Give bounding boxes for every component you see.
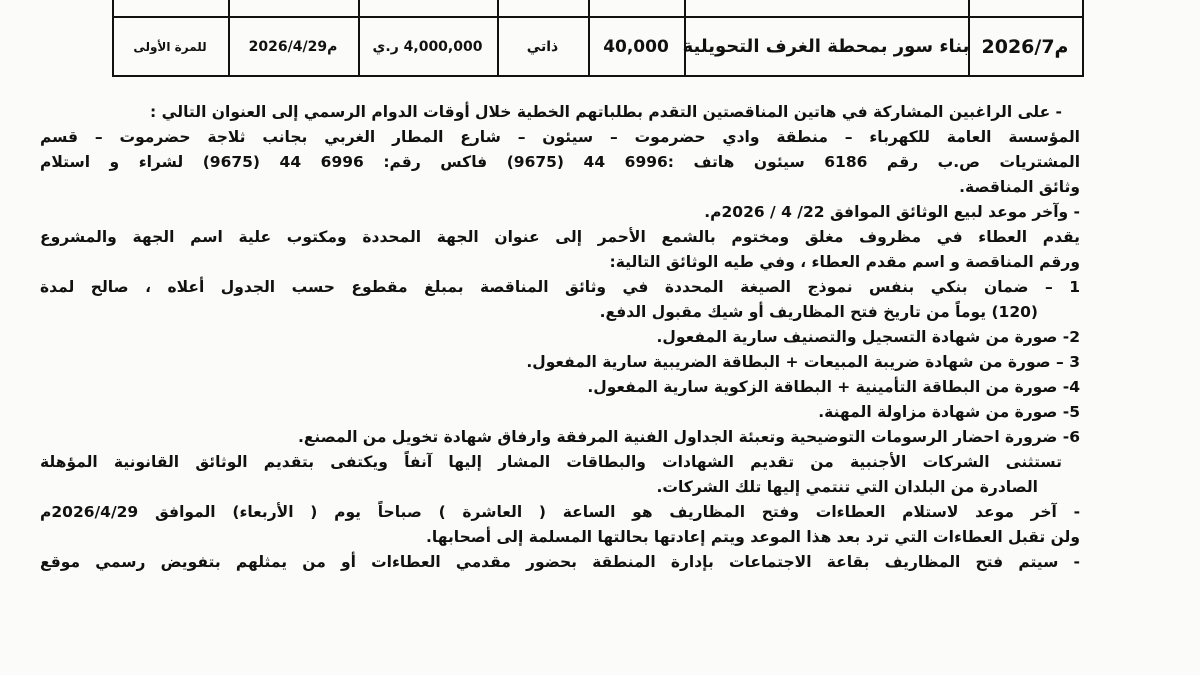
requirement-6: 6- ضرورة احضار الرسومات التوضيحية وتعبئة الجداول الفنية المرفقة وارفاق شهادة تخويل من المصنع. [297, 428, 1080, 446]
foreign-companies-line: تستثنى الشركات الأجنبية من تقديم الشهادات والبطاقات المشار إليها آنفاً ويكتفى بتقديم الوثائق القانونية المؤهلة [40, 453, 1062, 471]
contact-line: المشتريات ص.ب رقم 6186 سيئون هاتف :6996 44 (9675) فاكس رقم: 6996 44 (9675) لشراء و استلام [40, 153, 1081, 171]
participation-line: - على الراغبين المشاركة في هاتين المناقصتين التقدم بطلباتهم الخطية خلال أوقات الدوام الرسمي إلى العنوان التالي : [150, 103, 1062, 121]
foreign-companies-cont: الصادرة من البلدان التي تنتمي إليها تلك الشركات. [656, 478, 1038, 496]
submission-line: يقدم العطاء في مظروف مغلق ومختوم بالشمع الأحمر إلى عنوان الجهة المحددة ومكتوب علية اسم الجهة والمشروع [40, 228, 1080, 246]
address-line: المؤسسة العامة للكهرباء – منطقة وادي حضرموت – سيئون – شارع المطار الغربي بجانب ثلاجة حضرموت – قسم [40, 128, 1080, 146]
sale-deadline-line: - وآخر موعد لبيع الوثائق الموافق 22/ 4 / 2026م. [704, 203, 1080, 221]
requirement-3: 3 – صورة من شهادة ضريبة المبيعات + البطاقة الضريبية سارية المفعول. [526, 353, 1080, 371]
requirement-2: 2- صورة من شهادة التسجيل والتصنيف سارية المفعول. [656, 328, 1080, 346]
requirement-1-cont: (120) يوماً من تاريخ فتح المظاريف أو شيك مقبول الدفع. [599, 303, 1038, 321]
documents-line: وثائق المناقصة. [959, 178, 1080, 196]
late-bids-line: ولن تقبل العطاءات التي ترد بعد هذا الموعد ويتم إعادتها بحالتها المسلمة إلى أصحابها. [426, 528, 1080, 546]
table-bottom-border [112, 75, 1084, 77]
tender-number-cell: 2026/7م [981, 35, 1069, 58]
submission-line-2: ورقم المناقصة و اسم مقدم العطاء ، وفي طيه الوثائق التالية: [609, 253, 1080, 271]
tender-table [112, 0, 1084, 76]
document-price-cell: 4,000,000 ر.ي [372, 38, 483, 55]
note-cell: للمرة الأولى [133, 39, 207, 54]
project-name-cell: بناء سور بمحطة الغرف التحويلية [682, 36, 970, 57]
opening-deadline-line: - آخر موعد لاستلام العطاءات وفتح المظاريف هو الساعة ( العاشرة ) صباحاً يوم ( الأربعاء) الموافق 2026/4/29م [40, 503, 1080, 521]
table-row [112, 18, 1084, 75]
requirement-4: 4- صورة من البطاقة التأمينية + البطاقة الزكوية سارية المفعول. [587, 378, 1080, 396]
requirement-1: 1 – ضمان بنكي بنفس نموذج الصيغة المحددة في وثائق المناقصة بمبلغ مقطوع حسب الجدول أعلاه ، صالح لمدة [40, 278, 1080, 296]
guarantee-amount-cell: 40,000 [603, 36, 669, 57]
funding-cell: ذاتي [526, 38, 559, 55]
opening-session-line: - سيتم فتح المظاريف بقاعة الاجتماعات بإدارة المنطقة بحضور مقدمي العطاءات أو من يمثلهم بتفويض رسمي موقع [40, 553, 1080, 571]
tender-announcement-body [40, 100, 1080, 575]
requirement-5: 5- صورة من شهادة مزاولة المهنة. [818, 403, 1080, 421]
opening-date-cell: 2026/4/29م [248, 38, 338, 55]
